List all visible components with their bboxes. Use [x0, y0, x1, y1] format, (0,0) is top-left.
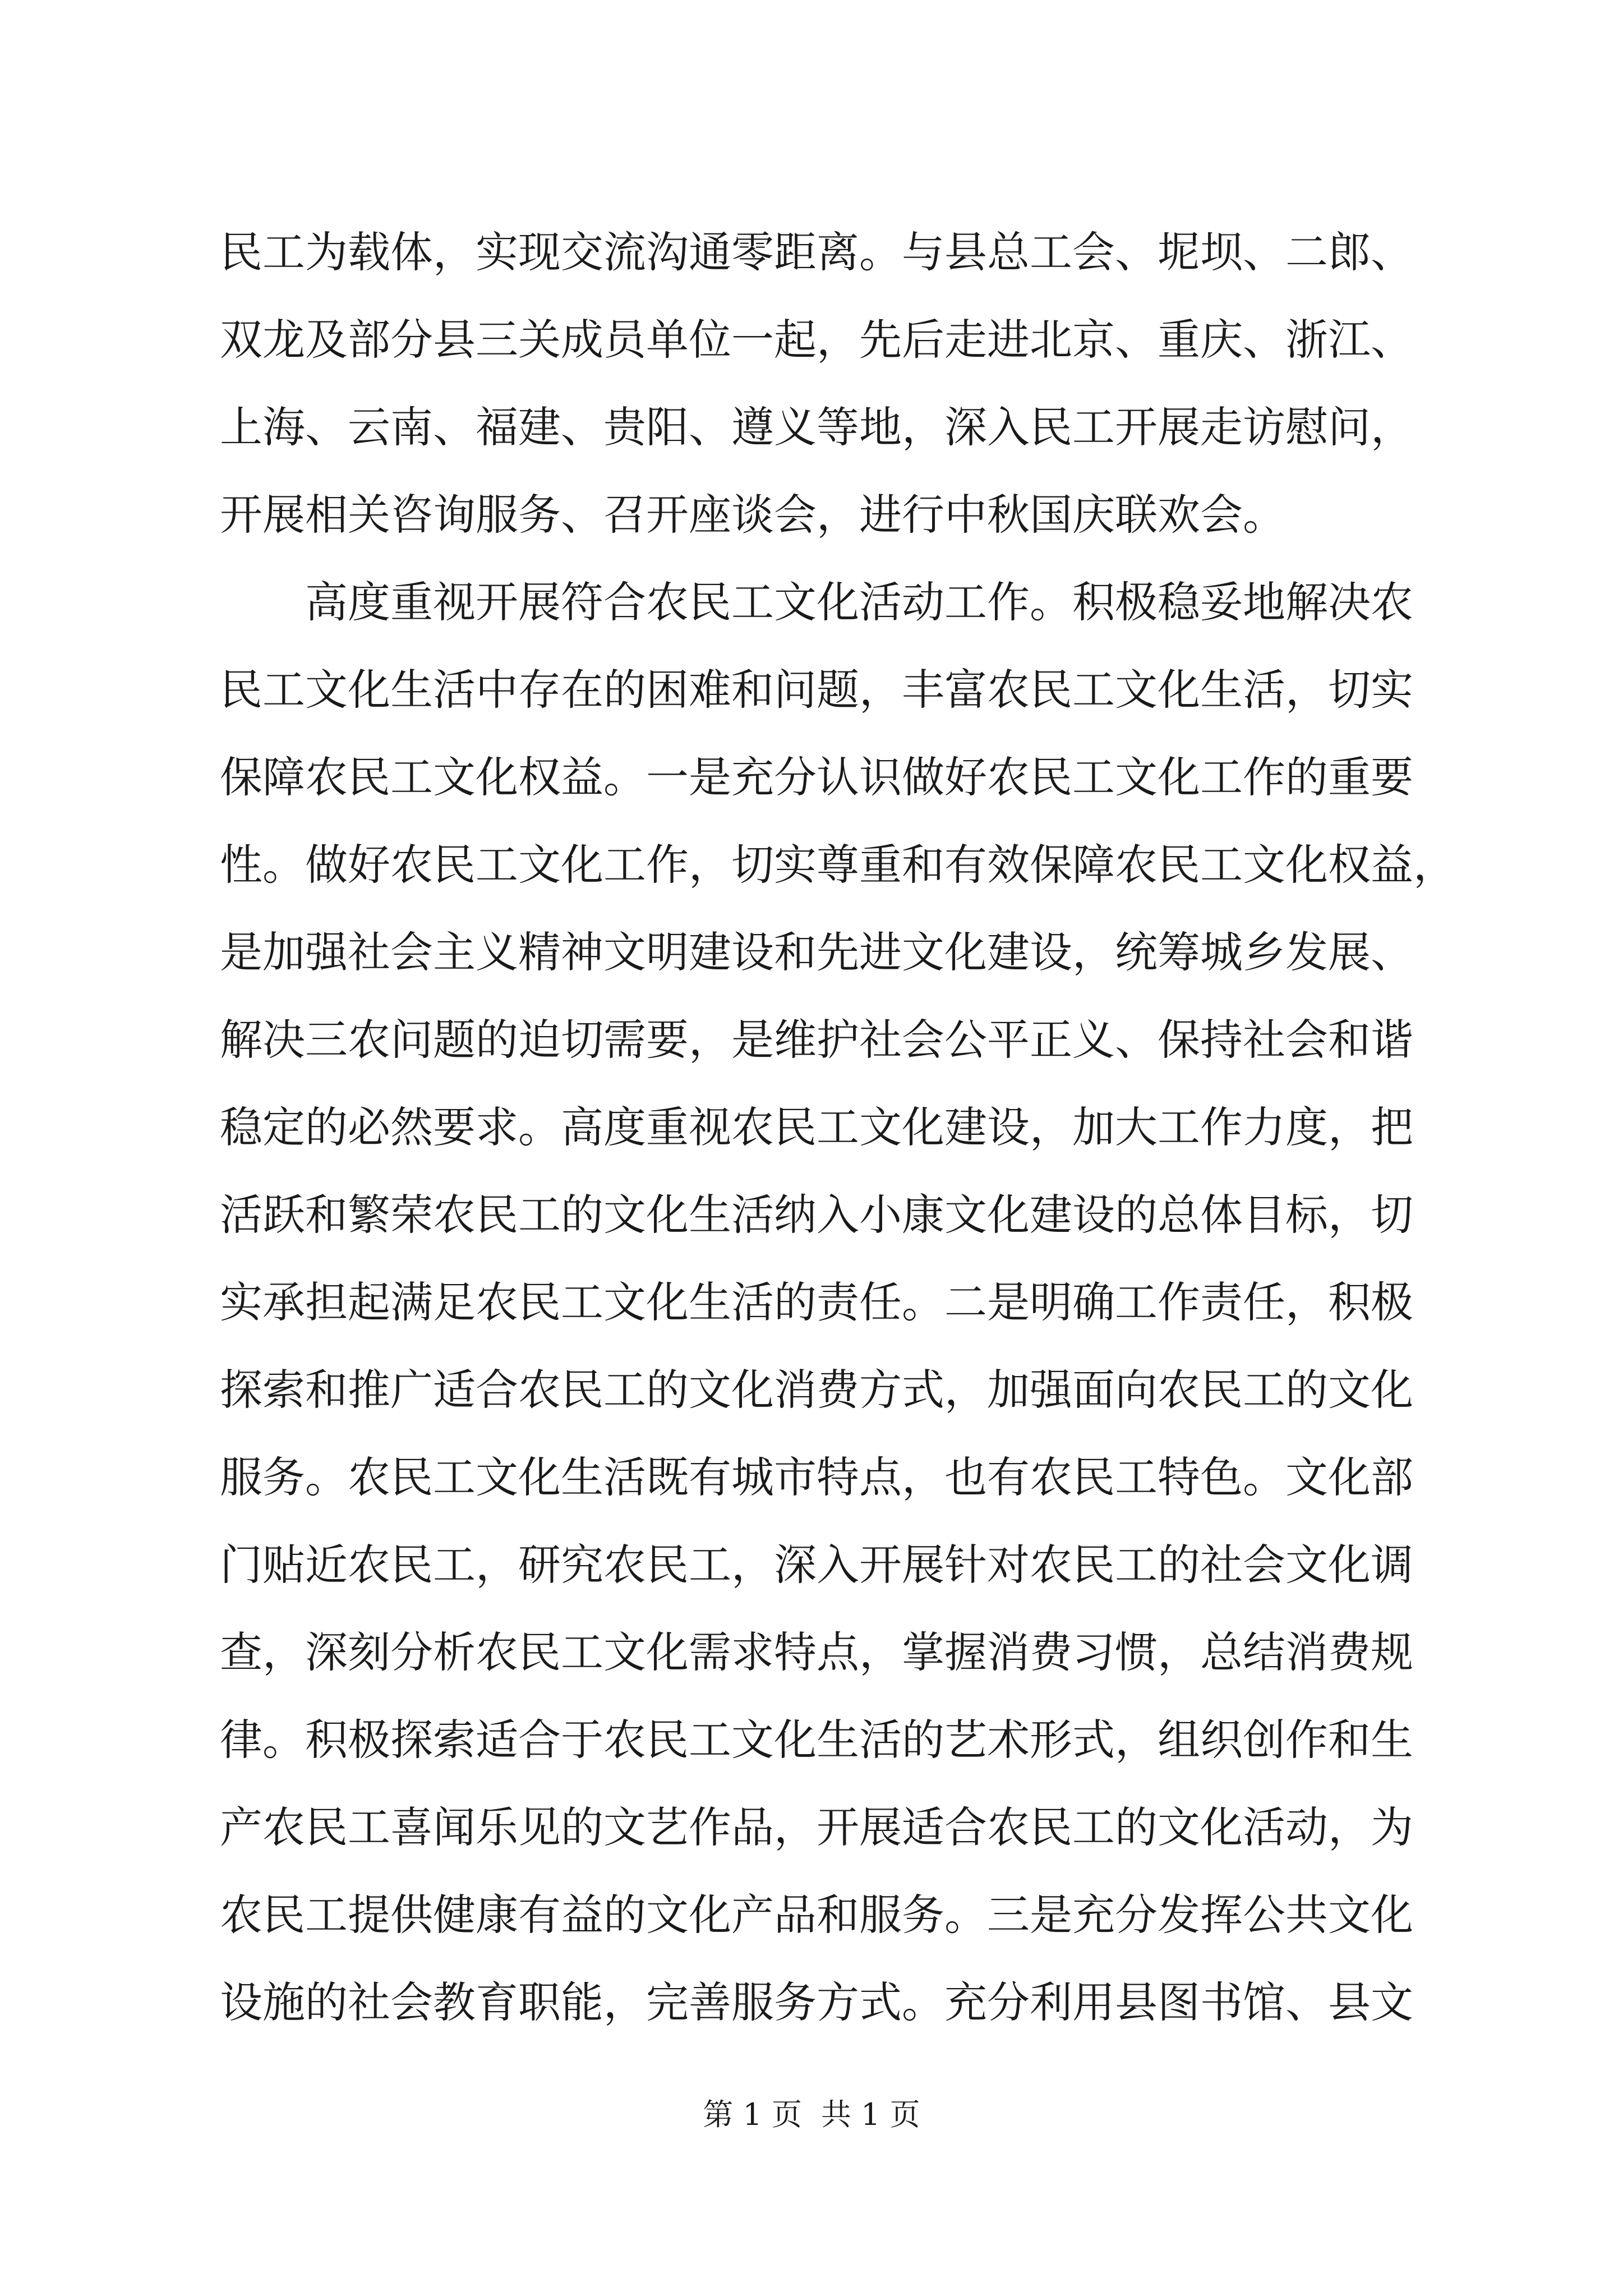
- text-line: 性。做好农民工文化工作，切实尊重和有效保障农民工文化权益，: [220, 840, 1456, 890]
- text-line: 律。积极探索适合于农民工文化生活的艺术形式，组织创作和生: [220, 1715, 1413, 1765]
- text-line: 农民工提供健康有益的文化产品和服务。三是充分发挥公共文化: [220, 1890, 1413, 1940]
- text-line: 民工为载体，实现交流沟通零距离。与县总工会、坭坝、二郎、: [220, 227, 1413, 277]
- text-line: 门贴近农民工，研究农民工，深入开展针对农民工的社会文化调: [220, 1540, 1413, 1590]
- text-line: 保障农民工文化权益。一是充分认识做好农民工文化工作的重要: [220, 752, 1413, 802]
- document-body: [220, 209, 1456, 2046]
- text-line: 上海、云南、福建、贵阳、遵义等地，深入民工开展走访慰问，: [220, 402, 1413, 452]
- text-line: 双龙及部分县三关成员单位一起，先后走进北京、重庆、浙江、: [220, 315, 1413, 365]
- text-line: 民工文化生活中存在的困难和问题，丰富农民工文化生活，切实: [220, 665, 1413, 715]
- text-line: 探索和推广适合农民工的文化消费方式，加强面向农民工的文化: [220, 1365, 1413, 1415]
- paragraph-first-line: 高度重视开展符合农民工文化活动工作。积极稳妥地解决农: [305, 577, 1413, 627]
- text-line: 实承担起满足农民工文化生活的责任。二是明确工作责任，积极: [220, 1277, 1413, 1327]
- text-line: 活跃和繁荣农民工的文化生活纳入小康文化建设的总体目标，切: [220, 1190, 1413, 1240]
- text-line: 产农民工喜闻乐见的文艺作品，开展适合农民工的文化活动，为: [220, 1802, 1413, 1852]
- text-line: 查，深刻分析农民工文化需求特点，掌握消费习惯，总结消费规: [220, 1627, 1413, 1677]
- text-line: 开展相关咨询服务、召开座谈会，进行中秋国庆联欢会。: [220, 490, 1285, 540]
- page-number-current: 第 1 页: [703, 2097, 802, 2132]
- page-number-total: 共 1 页: [821, 2097, 920, 2132]
- text-line: 是加强社会主义精神文明建设和先进文化建设，统筹城乡发展、: [220, 927, 1413, 977]
- text-line: 服务。农民工文化生活既有城市特点，也有农民工特色。文化部: [220, 1452, 1413, 1502]
- text-line: 设施的社会教育职能，完善服务方式。充分利用县图书馆、县文: [220, 1977, 1413, 2027]
- page-footer: [0, 2095, 1623, 2134]
- text-line: 稳定的必然要求。高度重视农民工文化建设，加大工作力度，把: [220, 1102, 1413, 1152]
- text-line: 解决三农问题的迫切需要，是维护社会公平正义、保持社会和谐: [220, 1015, 1413, 1065]
